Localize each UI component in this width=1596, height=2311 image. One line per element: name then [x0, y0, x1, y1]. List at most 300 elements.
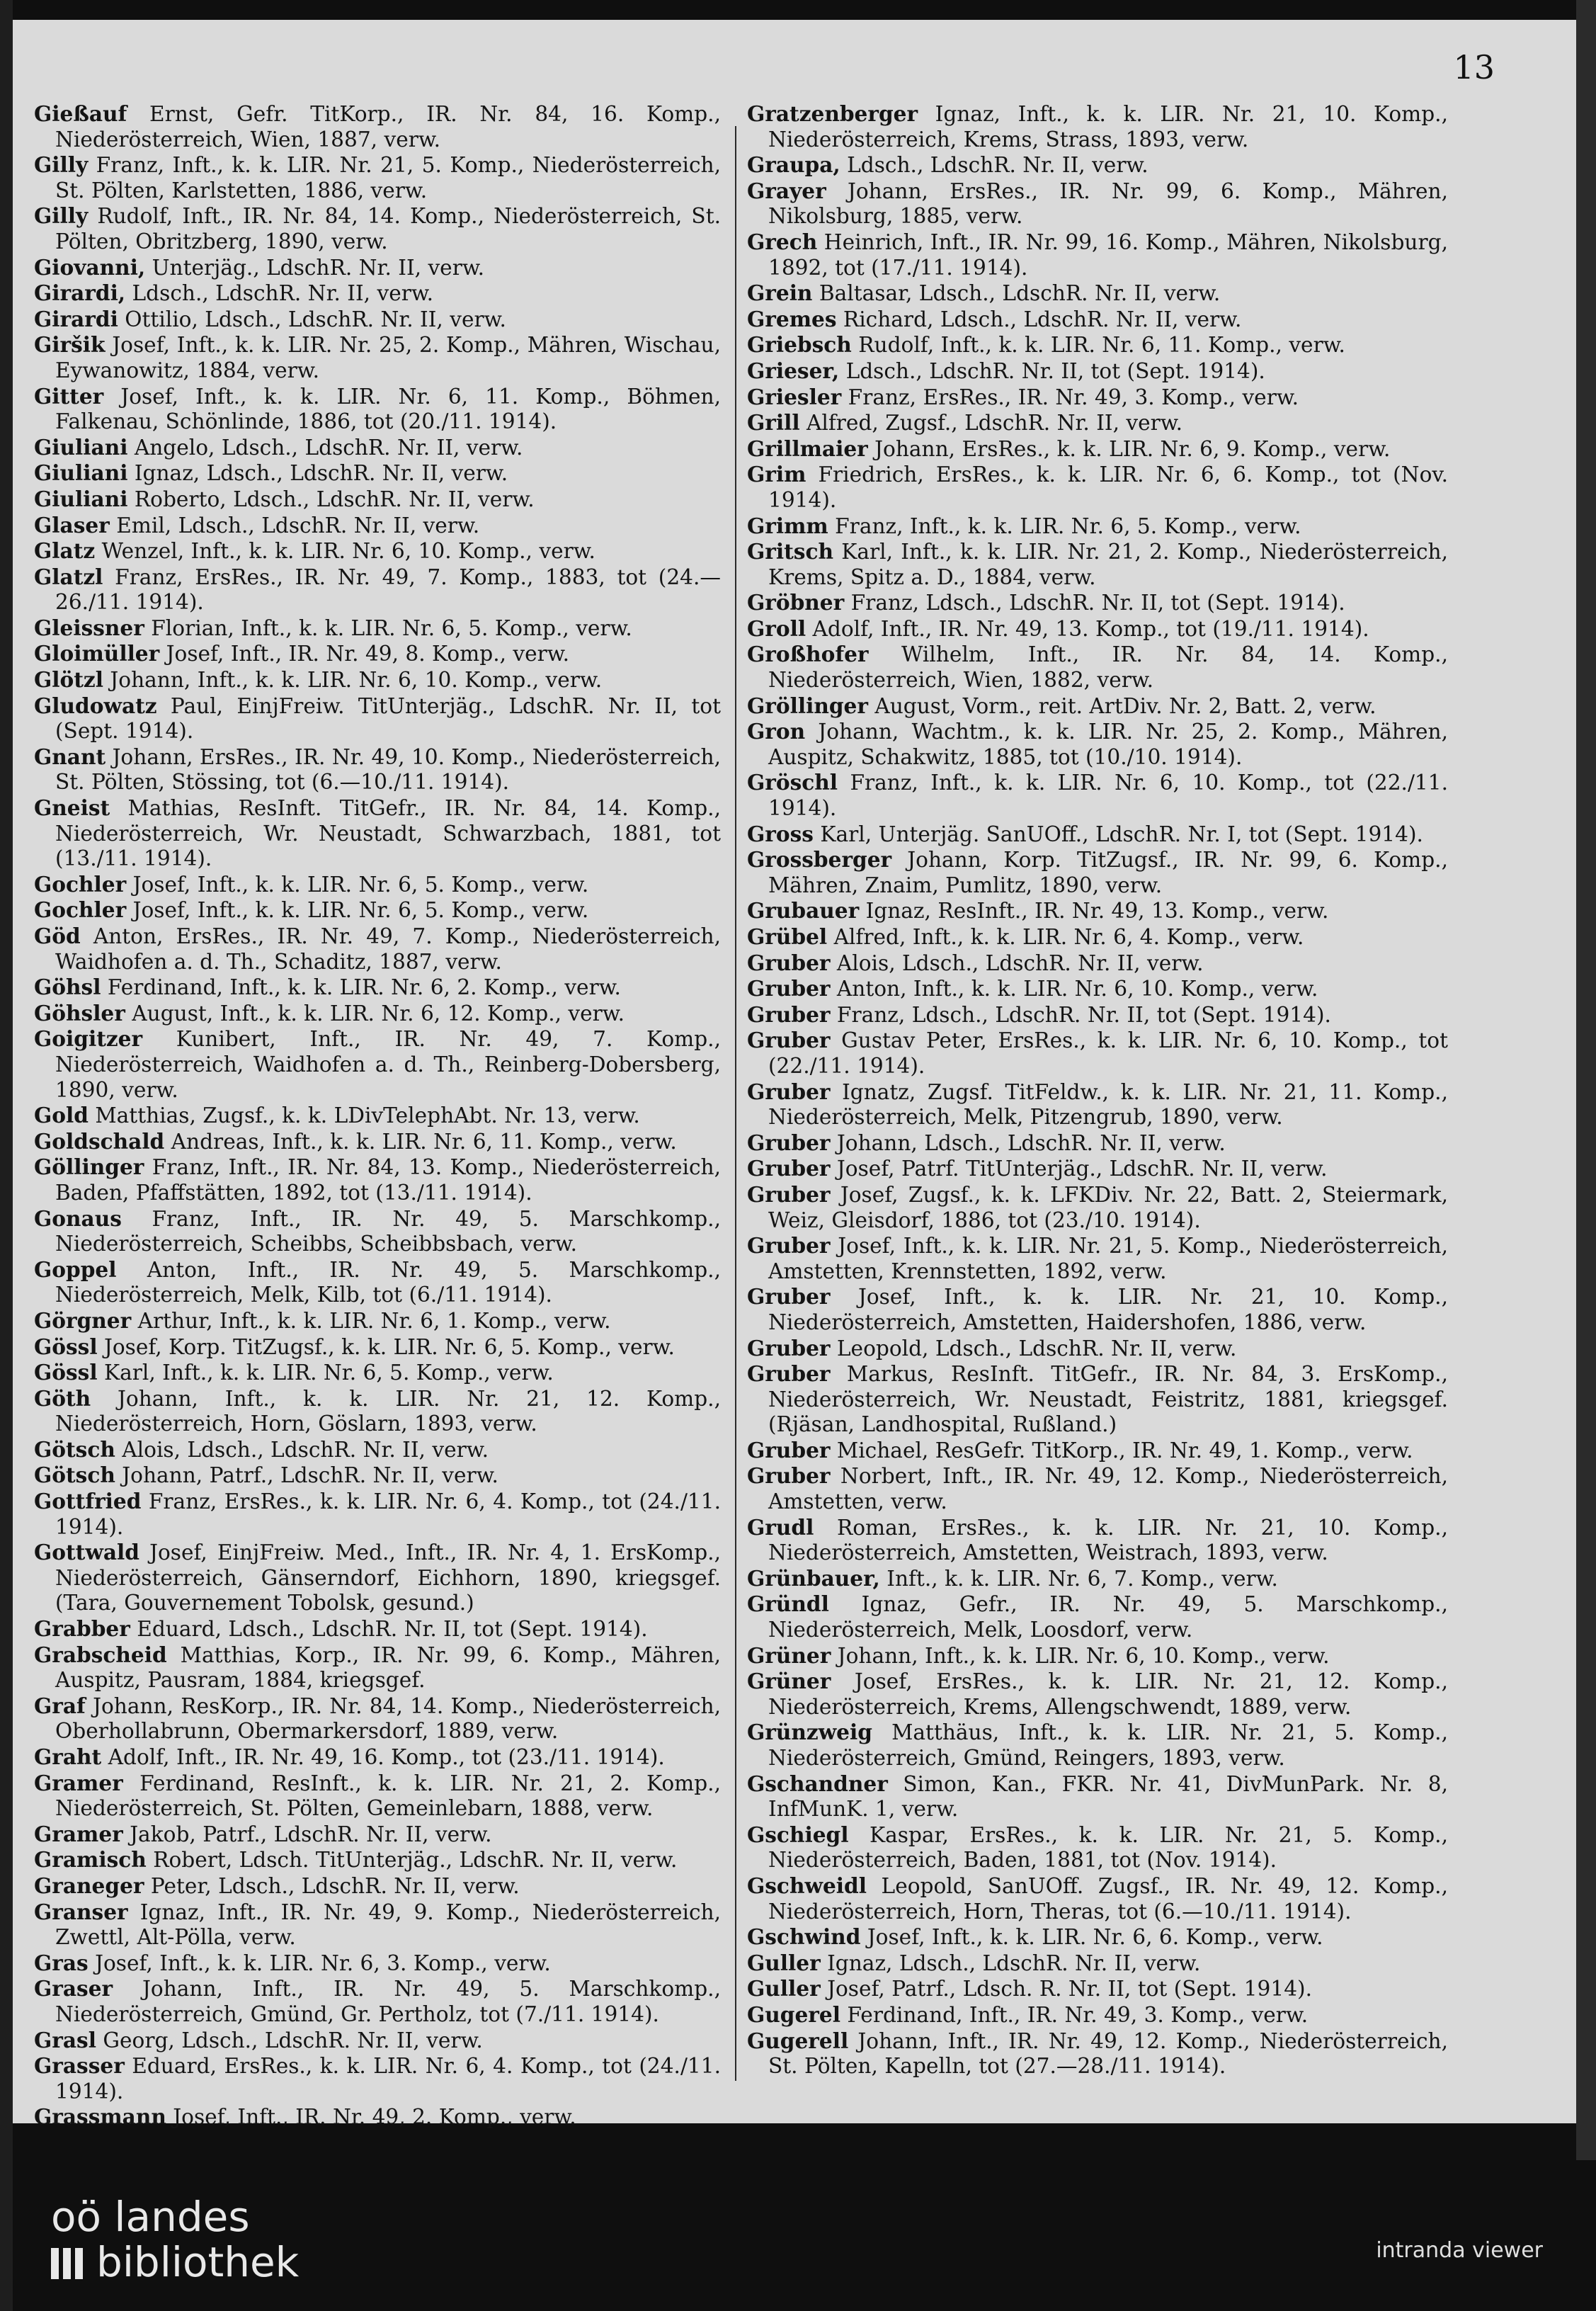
surname: Gremes [747, 306, 837, 331]
list-item [747, 770, 1448, 821]
list-item [747, 1771, 1448, 1822]
list-item [34, 564, 721, 615]
entry-details: Matthias, Zugsf., k. k. LDivTelephAbt. Nr. 13, verw. [88, 1103, 640, 1128]
entry-details: Ferdinand, ResInft., k. k. LIR. Nr. 21, 2. Komp., Niederösterreich, St. Pölten, Gemeinlebarn, 1888, verw. [55, 1771, 721, 1821]
surname: Götsch [34, 1463, 115, 1488]
entry-details: Adolf, Inft., IR. Nr. 49, 13. Komp., tot (19./11. 1914). [806, 616, 1369, 641]
surname: Gramer [34, 1821, 123, 1846]
surname: Girardi [34, 306, 118, 331]
entry-details: Anton, ErsRes., IR. Nr. 49, 7. Komp., Niederösterreich, Waidhofen a. d. Th., Schaditz, 1887, verw. [55, 924, 721, 974]
entry-details: Franz, Ldsch., LdschR. Nr. II, tot (Sept. 1914). [830, 1002, 1331, 1027]
entry-details: Georg, Ldsch., LdschR. Nr. II, verw. [96, 2028, 483, 2052]
entry-details: Alois, Ldsch., LdschR. Nr. II, verw. [115, 1437, 489, 1462]
surname: Gold [34, 1103, 89, 1128]
surname: Griesler [747, 384, 842, 409]
entry-details: Rudolf, Inft., k. k. LIR. Nr. 6, 11. Komp., verw. [851, 333, 1345, 358]
entry-details: Josef, Patrf. TitUnterjäg., LdschR. Nr. II, verw. [830, 1157, 1328, 1181]
surname: Gneist [34, 795, 110, 821]
surname: Giuliani [34, 486, 128, 511]
entry-details: Karl, Inft., k. k. LIR. Nr. 6, 5. Komp., verw. [97, 1361, 554, 1385]
entry-details: Jakob, Patrf., LdschR. Nr. II, verw. [122, 1822, 492, 1846]
list-item [34, 1206, 721, 1257]
surname: Glatz [34, 538, 96, 564]
entry-details: Josef, Korp. TitZugsf., k. k. LIR. Nr. 6, 5. Komp., verw. [97, 1334, 675, 1359]
list-item [747, 1284, 1448, 1335]
entry-details: Anton, Inft., IR. Nr. 49, 5. Marschkomp., Niederösterreich, Melk, Kilb, tot (6./11. 1914). [55, 1257, 721, 1307]
entry-details: Franz, Inft., k. k. LIR. Nr. 21, 5. Komp., Niederösterreich, St. Pölten, Karlstetten, 1886, verw. [55, 153, 721, 203]
entry-details: Michael, ResGefr. TitKorp., IR. Nr. 49, 1. Komp., verw. [830, 1438, 1413, 1463]
entry-details: Angelo, Ldsch., LdschR. Nr. II, verw. [127, 435, 523, 460]
list-item [747, 1976, 1448, 2002]
surname: Gugerel [747, 2001, 840, 2027]
surname: Giršik [34, 332, 106, 358]
list-item [34, 1693, 721, 1744]
entry-details: Richard, Ldsch., LdschR. Nr. II, verw. [836, 307, 1242, 331]
list-item [747, 719, 1448, 770]
entry-details: Eduard, Ldsch., LdschR. Nr. II, tot (Sept. 1914). [130, 1617, 648, 1642]
surname: Göd [34, 924, 81, 948]
list-item [34, 332, 721, 383]
entry-details: Ottilio, Ldsch., LdschR. Nr. II, verw. [118, 307, 506, 331]
surname: Grim [747, 462, 806, 487]
entry-details: Arthur, Inft., k. k. LIR. Nr. 6, 1. Komp., verw. [131, 1308, 611, 1333]
list-item [747, 1643, 1448, 1669]
list-item [34, 1001, 721, 1027]
surname: Gruber [747, 1156, 831, 1181]
surname: Grayer [747, 178, 826, 203]
list-item [747, 976, 1448, 1002]
entry-details: Mathias, ResInft. TitGefr., IR. Nr. 84, 14. Komp., Niederösterreich, Wr. Neustadt, Schwarzbach, 1881, tot (13./11. 1914). [55, 796, 721, 871]
entry-details: Ldsch., LdschR. Nr. II, tot (Sept. 1914). [839, 358, 1265, 383]
list-item [34, 615, 721, 642]
surname: Gießauf [34, 101, 127, 126]
surname: Griebsch [747, 332, 852, 358]
surname: Großhofer [747, 642, 869, 667]
list-item [34, 203, 721, 254]
list-item [747, 513, 1448, 540]
list-item [747, 1336, 1448, 1362]
surname: Giovanni, [34, 254, 146, 280]
list-item [747, 950, 1448, 977]
list-item [747, 1156, 1448, 1182]
entry-details: Alois, Ldsch., LdschR. Nr. II, verw. [830, 950, 1204, 975]
surname: Gramisch [34, 1847, 147, 1873]
list-item [34, 1463, 721, 1489]
list-item [747, 385, 1448, 411]
logo-bars-icon [51, 2239, 96, 2285]
surname: Grimm [747, 513, 828, 538]
list-item [34, 152, 721, 203]
entry-details: Karl, Inft., k. k. LIR. Nr. 21, 2. Komp., Niederösterreich, Krems, Spitz a. D., 1884, verw. [768, 540, 1448, 589]
surname: Gröllinger [747, 693, 868, 718]
entry-details: Josef, Zugsf., k. k. LFKDiv. Nr. 22, Batt. 2, Steiermark, Weiz, Gleisdorf, 1886, tot (23./10. 1914). [768, 1182, 1448, 1232]
surname: Giuliani [34, 460, 128, 486]
surname: Gilly [34, 152, 89, 178]
entry-details: Ernst, Gefr. TitKorp., IR. Nr. 84, 16. Komp., Niederösterreich, Wien, 1887, verw. [55, 102, 721, 152]
entry-details: Simon, Kan., FKR. Nr. 41, DivMunPark. Nr. 8, InfMunK. 1, verw. [768, 1771, 1448, 1822]
entry-details: Wilhelm, Inft., IR. Nr. 84, 14. Komp., Niederösterreich, Wien, 1882, verw. [768, 642, 1448, 693]
entry-details: Roberto, Ldsch., LdschR. Nr. II, verw. [127, 487, 535, 511]
entry-details: Alfred, Zugsf., LdschR. Nr. II, verw. [799, 411, 1182, 436]
entry-details: Kunibert, Inft., IR. Nr. 49, 7. Komp., Niederösterreich, Waidhofen a. d. Th., Reinberg-Dobersberg, 1890, verw. [55, 1027, 721, 1102]
entry-details: Inft., k. k. LIR. Nr. 6, 7. Komp., verw. [879, 1566, 1278, 1591]
entry-details: Andreas, Inft., k. k. LIR. Nr. 6, 11. Komp., verw. [164, 1129, 677, 1154]
surname: Grill [747, 410, 800, 436]
surname: Gramer [34, 1770, 123, 1795]
entry-details: Franz, Inft., IR. Nr. 49, 5. Marschkomp., Niederösterreich, Scheibbs, Scheibbsbach, verw. [55, 1206, 721, 1256]
surname: Gruber [747, 1437, 831, 1463]
surname: Gras [34, 1950, 89, 1975]
list-item [747, 847, 1448, 898]
surname: Grübel [747, 924, 828, 949]
surname: Gonaus [34, 1205, 122, 1231]
entry-details: Johann, ErsRes., k. k. LIR. Nr. 6, 9. Komp., verw. [867, 436, 1391, 461]
entry-details: Josef, Inft., k. k. LIR. Nr. 6, 3. Komp., verw. [88, 1951, 551, 1975]
list-item [34, 1360, 721, 1386]
list-item [34, 1308, 721, 1334]
list-item [747, 1233, 1448, 1284]
entry-details: Johann, ErsRes., IR. Nr. 49, 10. Komp., Niederösterreich, St. Pölten, Stössing, tot (6.—10./11. 1914). [55, 744, 721, 795]
surname: Giuliani [34, 434, 128, 460]
surname: Gruber [747, 950, 831, 975]
surname: Grassmann [34, 2104, 166, 2130]
surname: Gschiegl [747, 1822, 849, 1847]
list-item [747, 178, 1448, 229]
list-item [747, 152, 1448, 178]
entry-details: Kaspar, ErsRes., k. k. LIR. Nr. 21, 5. Komp., Niederösterreich, Baden, 1881, tot (Nov. 1914). [768, 1822, 1448, 1873]
list-item [34, 1822, 721, 1848]
entry-details: Ferdinand, Inft., IR. Nr. 49, 3. Komp., verw. [840, 2002, 1309, 2027]
list-item [34, 1744, 721, 1771]
surname: Gottwald [34, 1540, 139, 1565]
list-item [747, 539, 1448, 590]
list-item [34, 1334, 721, 1361]
surname: Gruber [747, 1463, 831, 1489]
surname: Graneger [34, 1873, 144, 1898]
entry-details: Unterjäg., LdschR. Nr. II, verw. [145, 255, 485, 280]
list-item [34, 1103, 721, 1129]
list-item [34, 307, 721, 333]
entry-details: Karl, Unterjäg. SanUOff., LdschR. Nr. I, tot (Sept. 1914). [813, 822, 1423, 846]
surname: Gruber [747, 1181, 831, 1207]
surname: Grein [747, 280, 813, 306]
entry-details: Josef, Inft., k. k. LIR. Nr. 25, 2. Komp., Mähren, Wischau, Eywanowitz, 1884, verw. [55, 333, 721, 382]
surname: Gugerell [747, 2028, 849, 2053]
list-item [34, 1386, 721, 1437]
entry-details: Leopold, Ldsch., LdschR. Nr. II, verw. [830, 1336, 1237, 1361]
list-item [747, 1669, 1448, 1720]
page-number: 13 [1453, 48, 1495, 86]
surname: Göhsler [34, 1000, 125, 1026]
list-item [747, 1566, 1448, 1592]
surname: Graf [34, 1693, 86, 1718]
list-item [34, 924, 721, 975]
entry-details: Josef, Inft., k. k. LIR. Nr. 21, 5. Komp., Niederösterreich, Amstetten, Krennstetten, 1892, verw. [768, 1234, 1448, 1283]
list-item [34, 255, 721, 281]
list-item [34, 744, 721, 795]
list-item [747, 1182, 1448, 1233]
surname: Gratzenberger [747, 101, 918, 126]
list-item [747, 1591, 1448, 1642]
logo-line-2-text: bibliothek [96, 2238, 300, 2286]
entry-details: Friedrich, ErsRes., k. k. LIR. Nr. 6, 6. Komp., tot (Nov. 1914). [768, 462, 1448, 512]
surname: Göhsl [34, 975, 101, 1000]
list-item [747, 1873, 1448, 1924]
surname: Gochler [34, 897, 127, 923]
page-edge-shadow [1576, 0, 1596, 2160]
entry-details: Johann, Inft., IR. Nr. 49, 5. Marschkomp., Niederösterreich, Gmünd, Gr. Pertholz, tot (7./11. 1914). [55, 1977, 721, 2026]
surname: Graser [34, 1976, 113, 2001]
surname: Grossberger [747, 847, 892, 873]
surname: Grubauer [747, 898, 860, 924]
entry-details: Josef, Patrf., Ldsch. R. Nr. II, tot (Sept. 1914). [820, 1977, 1312, 2001]
entry-details: Josef, Inft., k. k. LIR. Nr. 6, 5. Komp., verw. [126, 872, 589, 897]
right-column [747, 101, 1448, 2079]
surname: Goppel [34, 1256, 117, 1282]
list-item [747, 1438, 1448, 1464]
surname: Göllinger [34, 1154, 144, 1180]
logo-line-2 [51, 2239, 299, 2285]
entry-details: Ldsch., LdschR. Nr. II, verw. [125, 281, 434, 306]
list-item [34, 1154, 721, 1205]
surname: Grieser, [747, 358, 840, 383]
list-item [34, 1847, 721, 1873]
viewer-label: intranda viewer [1376, 2238, 1543, 2263]
entry-details: Johann, Inft., k. k. LIR. Nr. 6, 10. Komp., verw. [103, 668, 603, 693]
entry-details: Wenzel, Inft., k. k. LIR. Nr. 6, 10. Komp., verw. [95, 539, 595, 564]
list-item [34, 667, 721, 693]
entry-details: Heinrich, Inft., IR. Nr. 99, 16. Komp., Mähren, Nikolsburg, 1892, tot (17./11. 1914). [768, 229, 1448, 280]
surname: Grabber [34, 1616, 130, 1642]
entry-details: Ignaz, Inft., k. k. LIR. Nr. 21, 10. Komp., Niederösterreich, Krems, Strass, 1893, verw. [768, 102, 1448, 152]
list-item [747, 590, 1448, 616]
list-item [34, 2028, 721, 2054]
list-item [747, 101, 1448, 152]
list-item [34, 897, 721, 924]
entry-details: Franz, ErsRes., IR. Nr. 49, 3. Komp., verw. [841, 385, 1299, 409]
surname: Gruber [747, 1361, 831, 1387]
library-logo[interactable] [51, 2194, 299, 2285]
surname: Grillmaier [747, 436, 868, 461]
entry-details: Johann, Patrf., LdschR. Nr. II, verw. [115, 1463, 498, 1488]
surname: Goldschald [34, 1128, 165, 1154]
entry-details: Franz, Ldsch., LdschR. Nr. II, tot (Sept. 1914). [844, 591, 1345, 615]
surname: Göth [34, 1385, 91, 1411]
entry-details: Josef, EinjFreiw. Med., Inft., IR. Nr. 4, 1. ErsKomp., Niederösterreich, Gänserndorf, Eichhorn, 1890, kriegsgef. (Tara, Gouvernement Tobolsk, gesund.) [55, 1540, 721, 1616]
entry-details: Paul, EinjFreiw. TitUnterjäg., LdschR. Nr. II, tot (Sept. 1914). [55, 693, 721, 744]
surname: Gössl [34, 1334, 98, 1359]
surname: Götsch [34, 1436, 115, 1462]
entry-details: Matthäus, Inft., k. k. LIR. Nr. 21, 5. Komp., Niederösterreich, Gmünd, Reingers, 1893, verw. [768, 1720, 1448, 1770]
surname: Grasser [34, 2053, 125, 2079]
list-item [34, 641, 721, 667]
surname: Goigitzer [34, 1026, 143, 1052]
list-item [34, 538, 721, 564]
surname: Guller [747, 1950, 821, 1975]
surname: Glatzl [34, 564, 103, 589]
surname: Grudl [747, 1514, 814, 1540]
entry-details: Josef, Inft., k. k. LIR. Nr. 21, 10. Komp., Niederösterreich, Amstetten, Haidershofen, 1886, verw. [768, 1285, 1448, 1334]
surname: Grabscheid [34, 1642, 167, 1667]
surname: Gitter [34, 383, 104, 409]
list-item [747, 436, 1448, 462]
list-item [747, 2028, 1448, 2079]
surname: Gritsch [747, 539, 833, 564]
surname: Gottfried [34, 1489, 142, 1514]
surname: Grech [747, 229, 818, 254]
surname: Görgner [34, 1307, 132, 1333]
list-item [34, 1129, 721, 1155]
entry-details: Gustav Peter, ErsRes., k. k. LIR. Nr. 6, 10. Komp., tot (22./11. 1914). [768, 1028, 1448, 1078]
list-item [747, 1822, 1448, 1873]
entry-details: Johann, Korp. TitZugsf., IR. Nr. 99, 6. Komp., Mähren, Znaim, Pumlitz, 1890, verw. [768, 848, 1448, 897]
list-item [747, 2002, 1448, 2028]
entry-details: Johann, Inft., k. k. LIR. Nr. 6, 10. Komp., verw. [831, 1643, 1330, 1668]
surname: Gruber [747, 1028, 831, 1053]
entry-details: Josef, Inft., k. k. LIR. Nr. 6, 5. Komp., verw. [126, 898, 589, 923]
entry-details: Franz, ErsRes., k. k. LIR. Nr. 6, 4. Komp., tot (24./11. 1914). [55, 1489, 721, 1539]
list-item [34, 2053, 721, 2104]
entry-details: Matthias, Korp., IR. Nr. 99, 6. Komp., Mähren, Auspitz, Pausram, 1884, kriegsgef. [55, 1642, 721, 1693]
entry-details: Johann, Inft., IR. Nr. 49, 12. Komp., Niederösterreich, St. Pölten, Kapelln, tot (27.—28./11. 1914). [768, 2028, 1448, 2079]
list-item [34, 101, 721, 152]
surname: Gruber [747, 1233, 831, 1259]
entry-details: Ferdinand, Inft., k. k. LIR. Nr. 6, 2. Komp., verw. [101, 975, 621, 1000]
list-item [34, 435, 721, 461]
list-item [747, 642, 1448, 693]
surname: Gleissner [34, 615, 144, 640]
entry-details: Franz, Inft., k. k. LIR. Nr. 6, 5. Komp., verw. [828, 513, 1301, 538]
book-spine-shadow [0, 0, 13, 2311]
entry-details: Johann, Inft., k. k. LIR. Nr. 21, 12. Komp., Niederösterreich, Horn, Göslarn, 1893, verw. [55, 1386, 721, 1436]
surname: Gruber [747, 976, 831, 1001]
list-item [34, 1771, 721, 1822]
surname: Gschweidl [747, 1873, 867, 1898]
surname: Gruber [747, 1130, 831, 1155]
entry-details: Franz, ErsRes., IR. Nr. 49, 7. Komp., 1883, tot (24.—26./11. 1914). [55, 564, 721, 615]
scanned-page [13, 20, 1576, 2130]
list-item [34, 1642, 721, 1693]
entry-details: Rudolf, Inft., IR. Nr. 84, 14. Komp., Niederösterreich, St. Pölten, Obritzberg, 1890, verw. [55, 204, 721, 254]
entry-details: Ignaz, Ldsch., LdschR. Nr. II, verw. [820, 1951, 1201, 1975]
surname: Gron [747, 719, 806, 744]
entry-details: Franz, Inft., IR. Nr. 84, 13. Komp., Niederösterreich, Baden, Pfaffstätten, 1892, tot (13./11. 1914). [55, 1155, 721, 1205]
list-item [34, 795, 721, 872]
entry-details: Ignaz, Inft., IR. Nr. 49, 9. Komp., Niederösterreich, Zwettl, Alt-Pölla, verw. [55, 1900, 721, 1950]
surname: Gröschl [747, 770, 838, 795]
entry-details: Josef, Inft., k. k. LIR. Nr. 6, 6. Komp., verw. [860, 1925, 1323, 1950]
surname: Groll [747, 615, 806, 641]
list-item [747, 1361, 1448, 1438]
surname: Gründl [747, 1591, 829, 1617]
surname: Gruber [747, 1335, 831, 1361]
list-item [747, 1720, 1448, 1771]
surname: Grüner [747, 1669, 831, 1694]
list-item [34, 280, 721, 307]
list-item [747, 1515, 1448, 1566]
list-item [34, 1873, 721, 1900]
entry-details: Anton, Inft., k. k. LIR. Nr. 6, 10. Komp., verw. [830, 977, 1318, 1001]
entry-details: Ignaz, Gefr., IR. Nr. 49, 5. Marschkomp., Niederösterreich, Melk, Loosdorf, verw. [768, 1592, 1448, 1642]
entry-details: Johann, ErsRes., IR. Nr. 99, 6. Komp., Mähren, Nikolsburg, 1885, verw. [768, 178, 1448, 229]
entry-details: Emil, Ldsch., LdschR. Nr. II, verw. [109, 513, 480, 538]
entry-details: Norbert, Inft., IR. Nr. 49, 12. Komp., Niederösterreich, Amstetten, verw. [768, 1464, 1448, 1514]
list-item [747, 462, 1448, 513]
list-item [34, 513, 721, 539]
left-column [34, 101, 721, 2130]
entry-details: Josef, Inft., IR. Nr. 49, 8. Komp., verw. [159, 642, 570, 666]
entry-details: August, Inft., k. k. LIR. Nr. 6, 12. Komp., verw. [125, 1001, 625, 1026]
entry-details: Adolf, Inft., IR. Nr. 49, 16. Komp., tot (23./11. 1914). [101, 1745, 665, 1769]
list-item [34, 1616, 721, 1642]
list-item [34, 487, 721, 513]
entry-details: Markus, ResInft. TitGefr., IR. Nr. 84, 3. ErsKomp., Niederösterreich, Wr. Neustadt, Feistritz, 1881, kriegsgef. (Rjäsan, Landhospital, Rußland.) [768, 1362, 1448, 1437]
list-item [747, 1130, 1448, 1157]
surname: Graht [34, 1744, 102, 1769]
logo-line-1: oö landes [51, 2193, 250, 2241]
surname: Grünbauer, [747, 1565, 880, 1591]
list-item [747, 1079, 1448, 1130]
surname: Grüner [747, 1642, 831, 1668]
list-item [34, 872, 721, 898]
list-item [747, 1028, 1448, 1079]
surname: Glötzl [34, 667, 103, 693]
list-item [34, 2104, 721, 2130]
surname: Grünzweig [747, 1720, 872, 1745]
surname: Gnant [34, 744, 106, 769]
surname: Girardi, [34, 280, 126, 306]
entry-details: Baltasar, Ldsch., LdschR. Nr. II, verw. [812, 281, 1221, 306]
surname: Gruber [747, 1079, 831, 1104]
list-item [747, 307, 1448, 333]
list-item [747, 693, 1448, 720]
entry-details: Leopold, SanUOff. Zugsf., IR. Nr. 49, 12. Komp., Niederösterreich, Horn, Theras, tot (6.—10./11. 1914). [768, 1873, 1448, 1924]
list-item [34, 693, 721, 744]
entry-details: Alfred, Inft., k. k. LIR. Nr. 6, 4. Komp., verw. [827, 925, 1304, 949]
entry-details: Roman, ErsRes., k. k. LIR. Nr. 21, 10. Komp., Niederösterreich, Amstetten, Weistrach, 1893, verw. [768, 1515, 1448, 1565]
surname: Gruber [747, 1001, 831, 1027]
column-divider [735, 126, 736, 2081]
surname: Gössl [34, 1360, 98, 1385]
surname: Grasl [34, 2027, 96, 2052]
entry-details: Franz, Inft., k. k. LIR. Nr. 6, 10. Komp., tot (22./11. 1914). [768, 771, 1448, 821]
entry-details: Josef, ErsRes., k. k. LIR. Nr. 21, 12. Komp., Niederösterreich, Krems, Allengschwendt, 1889, verw. [768, 1669, 1448, 1719]
list-item [34, 1951, 721, 1977]
surname: Gschwind [747, 1924, 861, 1950]
entry-details: Florian, Inft., k. k. LIR. Nr. 6, 5. Komp., verw. [144, 615, 632, 640]
entry-details: Ignaz, Ldsch., LdschR. Nr. II, verw. [127, 461, 508, 486]
list-item [747, 358, 1448, 385]
list-item [34, 1257, 721, 1308]
entry-details: Johann, Wachtm., k. k. LIR. Nr. 25, 2. Komp., Mähren, Auspitz, Schakwitz, 1885, tot (10./10. 1914). [768, 720, 1448, 769]
list-item [34, 1900, 721, 1951]
entry-details: Peter, Ldsch., LdschR. Nr. II, verw. [144, 1873, 520, 1898]
list-item [34, 1489, 721, 1540]
surname: Granser [34, 1899, 128, 1924]
entry-details: Josef, Inft., k. k. LIR. Nr. 6, 11. Komp., Böhmen, Falkenau, Schönlinde, 1886, tot (20./11. 1914). [55, 384, 721, 434]
list-item [34, 1437, 721, 1463]
entry-details: Johann, Ldsch., LdschR. Nr. II, verw. [830, 1130, 1226, 1155]
list-item [747, 1463, 1448, 1514]
list-item [34, 1026, 721, 1103]
surname: Gloimüller [34, 641, 160, 666]
list-item [747, 924, 1448, 950]
entry-details: Robert, Ldsch. TitUnterjäg., LdschR. Nr. II, verw. [146, 1848, 678, 1873]
surname: Graupa, [747, 152, 840, 178]
surname: Gruber [747, 1284, 831, 1310]
surname: Gross [747, 821, 814, 846]
list-item [34, 1976, 721, 2027]
